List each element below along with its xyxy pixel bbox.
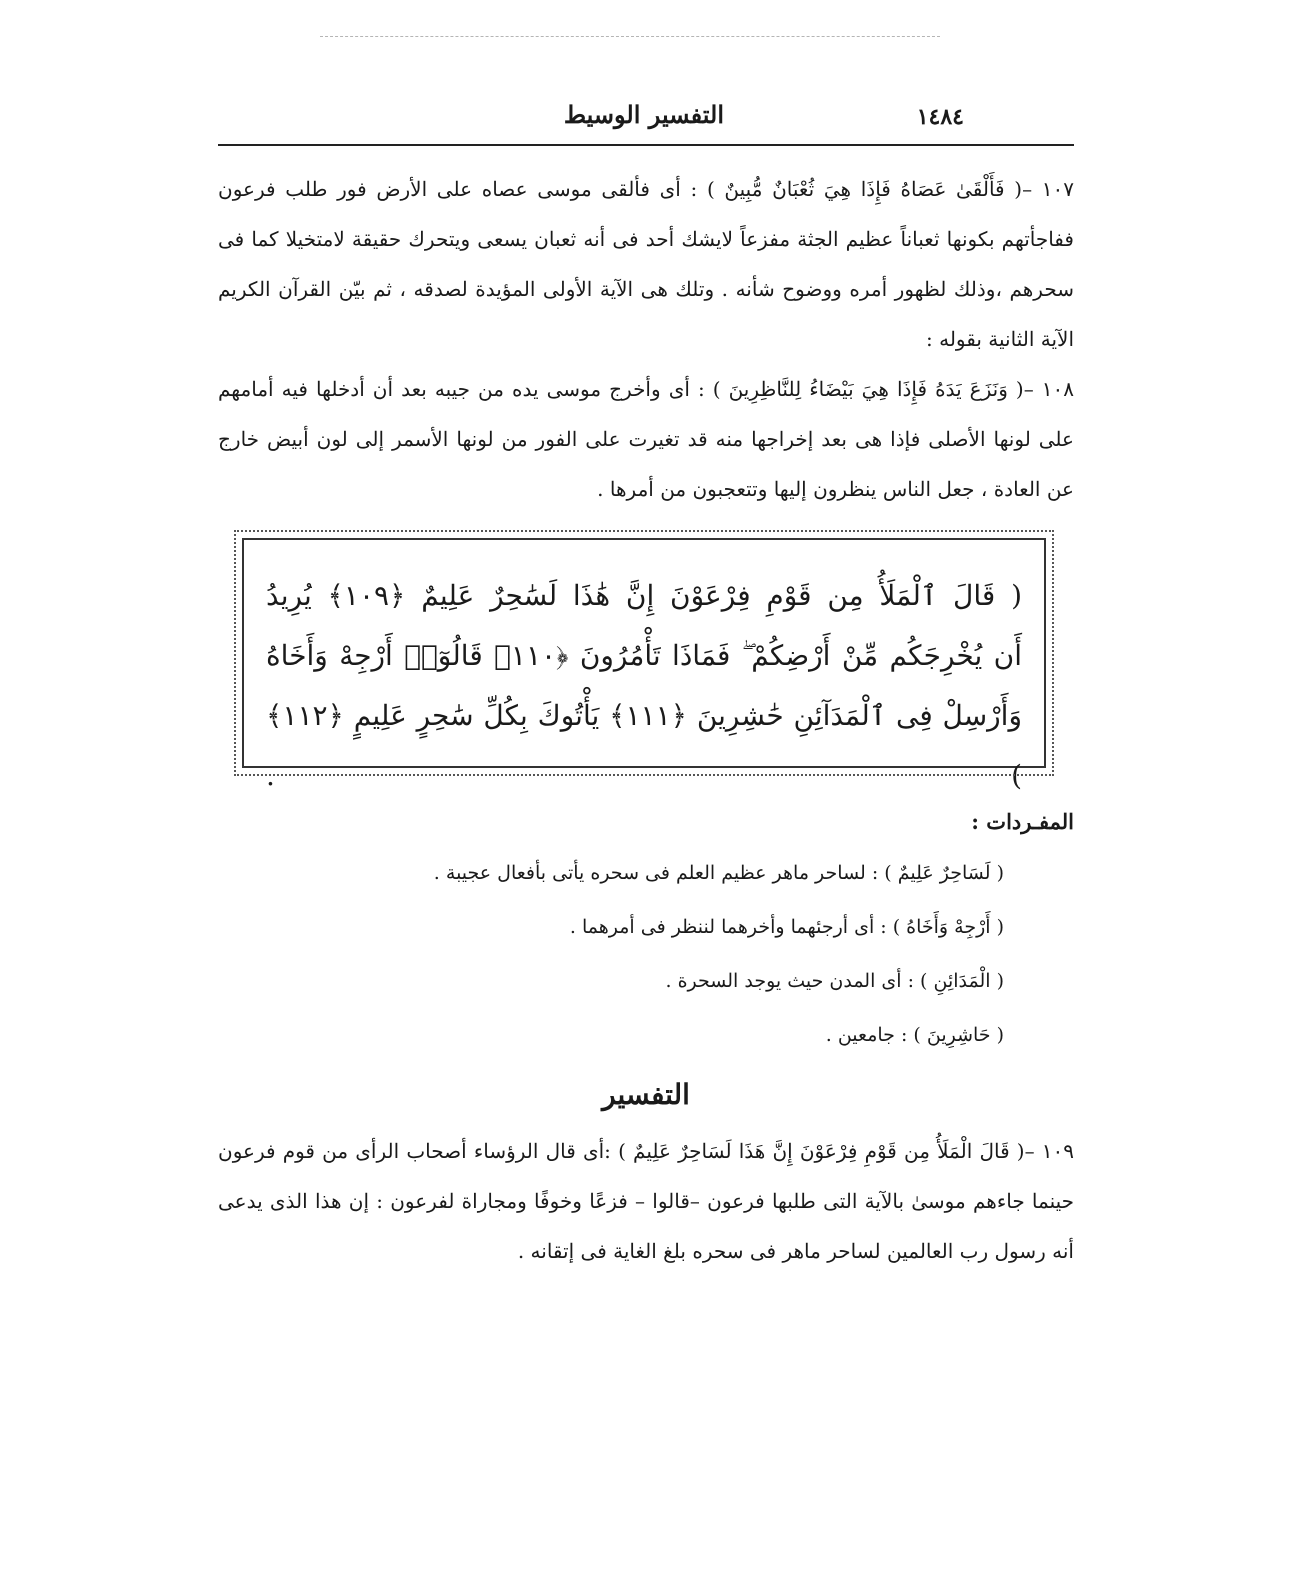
vocabulary-item: ( حَاشِرِينَ ) : جامعين . — [825, 1024, 1004, 1046]
verse-line-3: وَأَرْسِلْ فِى ٱلْمَدَآئِنِ حَٰشِرِينَ ﴿١١١﴾ يَأْتُوكَ بِكُلِّ سَٰحِرٍ عَلِيمٍ ﴿١١٢﴾ ) . — [266, 699, 1022, 792]
running-title: التفسير الوسيط — [563, 100, 724, 129]
scan-artifact-line — [320, 36, 940, 37]
quran-verse-box — [242, 538, 1046, 792]
vocabulary-item: ( لَسَاحِرٌ عَلِيمٌ ) : لساحر ماهر عظيم العلم فى سحره يأتى بأفعال عجيبة . — [433, 862, 1004, 884]
vocabulary-heading: المفـردات : — [971, 809, 1074, 834]
vocabulary-item: ( أَرْجِهْ وَأَخَاهُ ) : أى أرجئهما وأخرهما لننظر فى أمرهما . — [569, 916, 1004, 938]
page-header — [218, 96, 1074, 146]
paragraph-109: ١٠٩ –( قَالَ الْمَلَأُ مِن قَوْمِ فِرْعَوْنَ إِنَّ هَذَا لَسَاحِرٌ عَلِيمٌ ) :أى قال الرؤساء أصحاب الرأى من قوم فرعون حينما جاءهم موسىٰ بالآية التى طلبها فرعون –قالوا – فزعًا وخوفًا ومجاراة لفرعون : إن هذا الذى يدعى أنه رسول رب العالمين لساحر ماهر فى سحره بلغ الغاية فى إتقانه . — [218, 1139, 1074, 1263]
page-number: ١٤٨٤ — [916, 104, 964, 130]
vocabulary-list — [218, 846, 1074, 1062]
paragraph-107: ١٠٧ –( فَأَلْقَىٰ عَصَاهُ فَإِذَا هِيَ ثُعْبَانٌ مُّبِينٌ ) : أى فألقى موسى عصاه على الأرض فور طلب فرعون ففاجأتهم بكونها ثعباناً عظيم الجثة مفزعاً لايشك أحد فى أنه ثعبان يسعى ويتحرك حقيقة لامتخيلا كما فى سحرهم ،وذلك لظهور أمره ووضوح شأنه . وتلك هى الآية الأولى المؤيدة لصدقه ، ثم بيّن القرآن الكريم الآية الثانية بقوله : — [218, 177, 1074, 351]
vocabulary-item: ( الْمَدَائِنِ ) : أى المدن حيث يوجد السحرة . — [665, 970, 1004, 992]
book-page — [218, 96, 1074, 1276]
verse-line-2: أَن يُخْرِجَكُم مِّنْ أَرْضِكُمْ ۖ فَمَاذَا تَأْمُرُونَ ﴿١١٠﴾ قَالُوٓا۟ أَرْجِهْ وَأَخَاهُ — [266, 639, 1022, 672]
verse-line-1: ( قَالَ ٱلْمَلَأُ مِن قَوْمِ فِرْعَوْنَ إِنَّ هَٰذَا لَسَٰحِرٌ عَلِيمٌ ﴿١٠٩﴾ يُرِيدُ — [266, 579, 1022, 612]
tafsir-heading: التفسير — [602, 1078, 690, 1111]
paragraph-108: ١٠٨ –( وَنَزَعَ يَدَهُ فَإِذَا هِيَ بَيْضَاءُ لِلنَّاظِرِينَ ) : أى وأخرج موسى يده من جيبه بعد أن أدخلها فيه أمامهم على لونها الأصلى فإذا هى بعد إخراجها منه قد تغيرت على الفور من لونها الأسمر إلى لون أبيض خارج عن العادة ، جعل الناس ينظرون إليها وتتعجبون من أمرها . — [218, 377, 1075, 501]
